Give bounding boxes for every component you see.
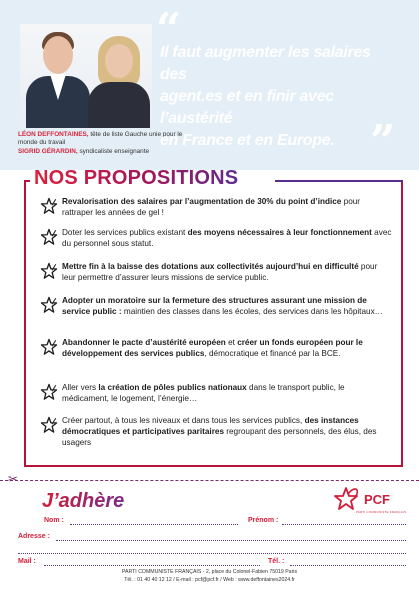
- phone-field[interactable]: [290, 565, 406, 566]
- name-field[interactable]: [70, 524, 238, 525]
- star-icon: [40, 338, 58, 356]
- quote-line: en France et en Europe.: [160, 132, 335, 149]
- mail-field[interactable]: [44, 565, 260, 566]
- candidates-photo: [20, 24, 152, 128]
- proposition-item: Créer partout, à tous les niveaux et dans tous les services publics, des instances démocratiques et participatives paritaires regroupant des personnels, des élus, des usagers: [40, 416, 392, 448]
- mail-label: Mail :: [18, 558, 36, 565]
- headline-quote: [160, 42, 400, 152]
- quote-line: agent.es et en finir avec l’austérité: [160, 88, 334, 127]
- person-photo-sigrid: [84, 30, 152, 128]
- footer-contact: Tél. : 01 40 40 12 12 / E-mail : pcf@pcf.fr / Web : www.deffontaines2024.fr: [124, 577, 295, 584]
- proposition-item: Revalorisation des salaires par l’augmentation de 30% du point d’indice pour rattraper les années de gel !: [40, 197, 392, 219]
- section-title: NOS PROPOSITIONS: [28, 167, 244, 190]
- star-icon: [40, 228, 58, 246]
- firstname-field[interactable]: [282, 524, 406, 525]
- proposition-item: Adopter un moratoire sur la fermeture des structures assurant une mission de service public : maintien des classes dans les écoles, des services dans les hôpitaux…: [40, 296, 392, 318]
- star-icon: [40, 416, 58, 434]
- firstname-label: Prénom :: [248, 517, 279, 524]
- star-icon: [40, 383, 58, 401]
- person1-role: tête de liste Gauche unie pour le monde du travail: [18, 131, 183, 147]
- phone-label: Tél. :: [268, 558, 285, 565]
- pcf-logo-text: PCF: [364, 492, 390, 507]
- person2-name: SIGRID GÉRARDIN,: [18, 147, 78, 155]
- person-photo-leon: [24, 28, 90, 128]
- proposition-item: Doter les services publics existant des moyens nécessaires à leur fonctionnement avec du personnel sous statut.: [40, 228, 392, 250]
- proposition-item: Aller vers la création de pôles publics nationaux dans le transport public, le médicament, le logement, l’énergie…: [40, 383, 392, 405]
- quote-close-mark: ”: [370, 116, 396, 167]
- quote-line: Il faut augmenter les salaires des: [160, 44, 371, 83]
- proposition-item: Abandonner le pacte d’austérité européen et créer un fonds européen pour le développement des services publics, démocratique et financé par la BCE.: [40, 338, 392, 360]
- address-label: Adresse :: [18, 533, 50, 540]
- person1-name: LÉON DEFFONTAINES,: [18, 131, 89, 138]
- scissors-icon: ✂: [8, 472, 19, 486]
- quote-open-mark: “: [156, 4, 182, 55]
- star-icon: [40, 197, 58, 215]
- form-title: J’adhère: [42, 490, 125, 512]
- person2-role: syndicaliste enseignante: [79, 147, 150, 155]
- star-icon: [40, 296, 58, 314]
- address-field[interactable]: [56, 540, 406, 541]
- proposition-item: Mettre fin à la baisse des dotations aux collectivités aujourd’hui en difficulté pour leur permettre d’assurer leurs missions de service public.: [40, 262, 392, 284]
- address-field-line2[interactable]: [18, 553, 406, 554]
- name-label: Nom :: [44, 517, 64, 524]
- star-icon: [40, 262, 58, 280]
- footer-address: PARTI COMMUNISTE FRANÇAIS - 2, place du Colonel-Fabien 75019 Paris: [121, 569, 298, 575]
- footer: [0, 568, 419, 585]
- pcf-logo-subtitle: PARTI COMMUNISTE FRANÇAIS: [356, 510, 407, 514]
